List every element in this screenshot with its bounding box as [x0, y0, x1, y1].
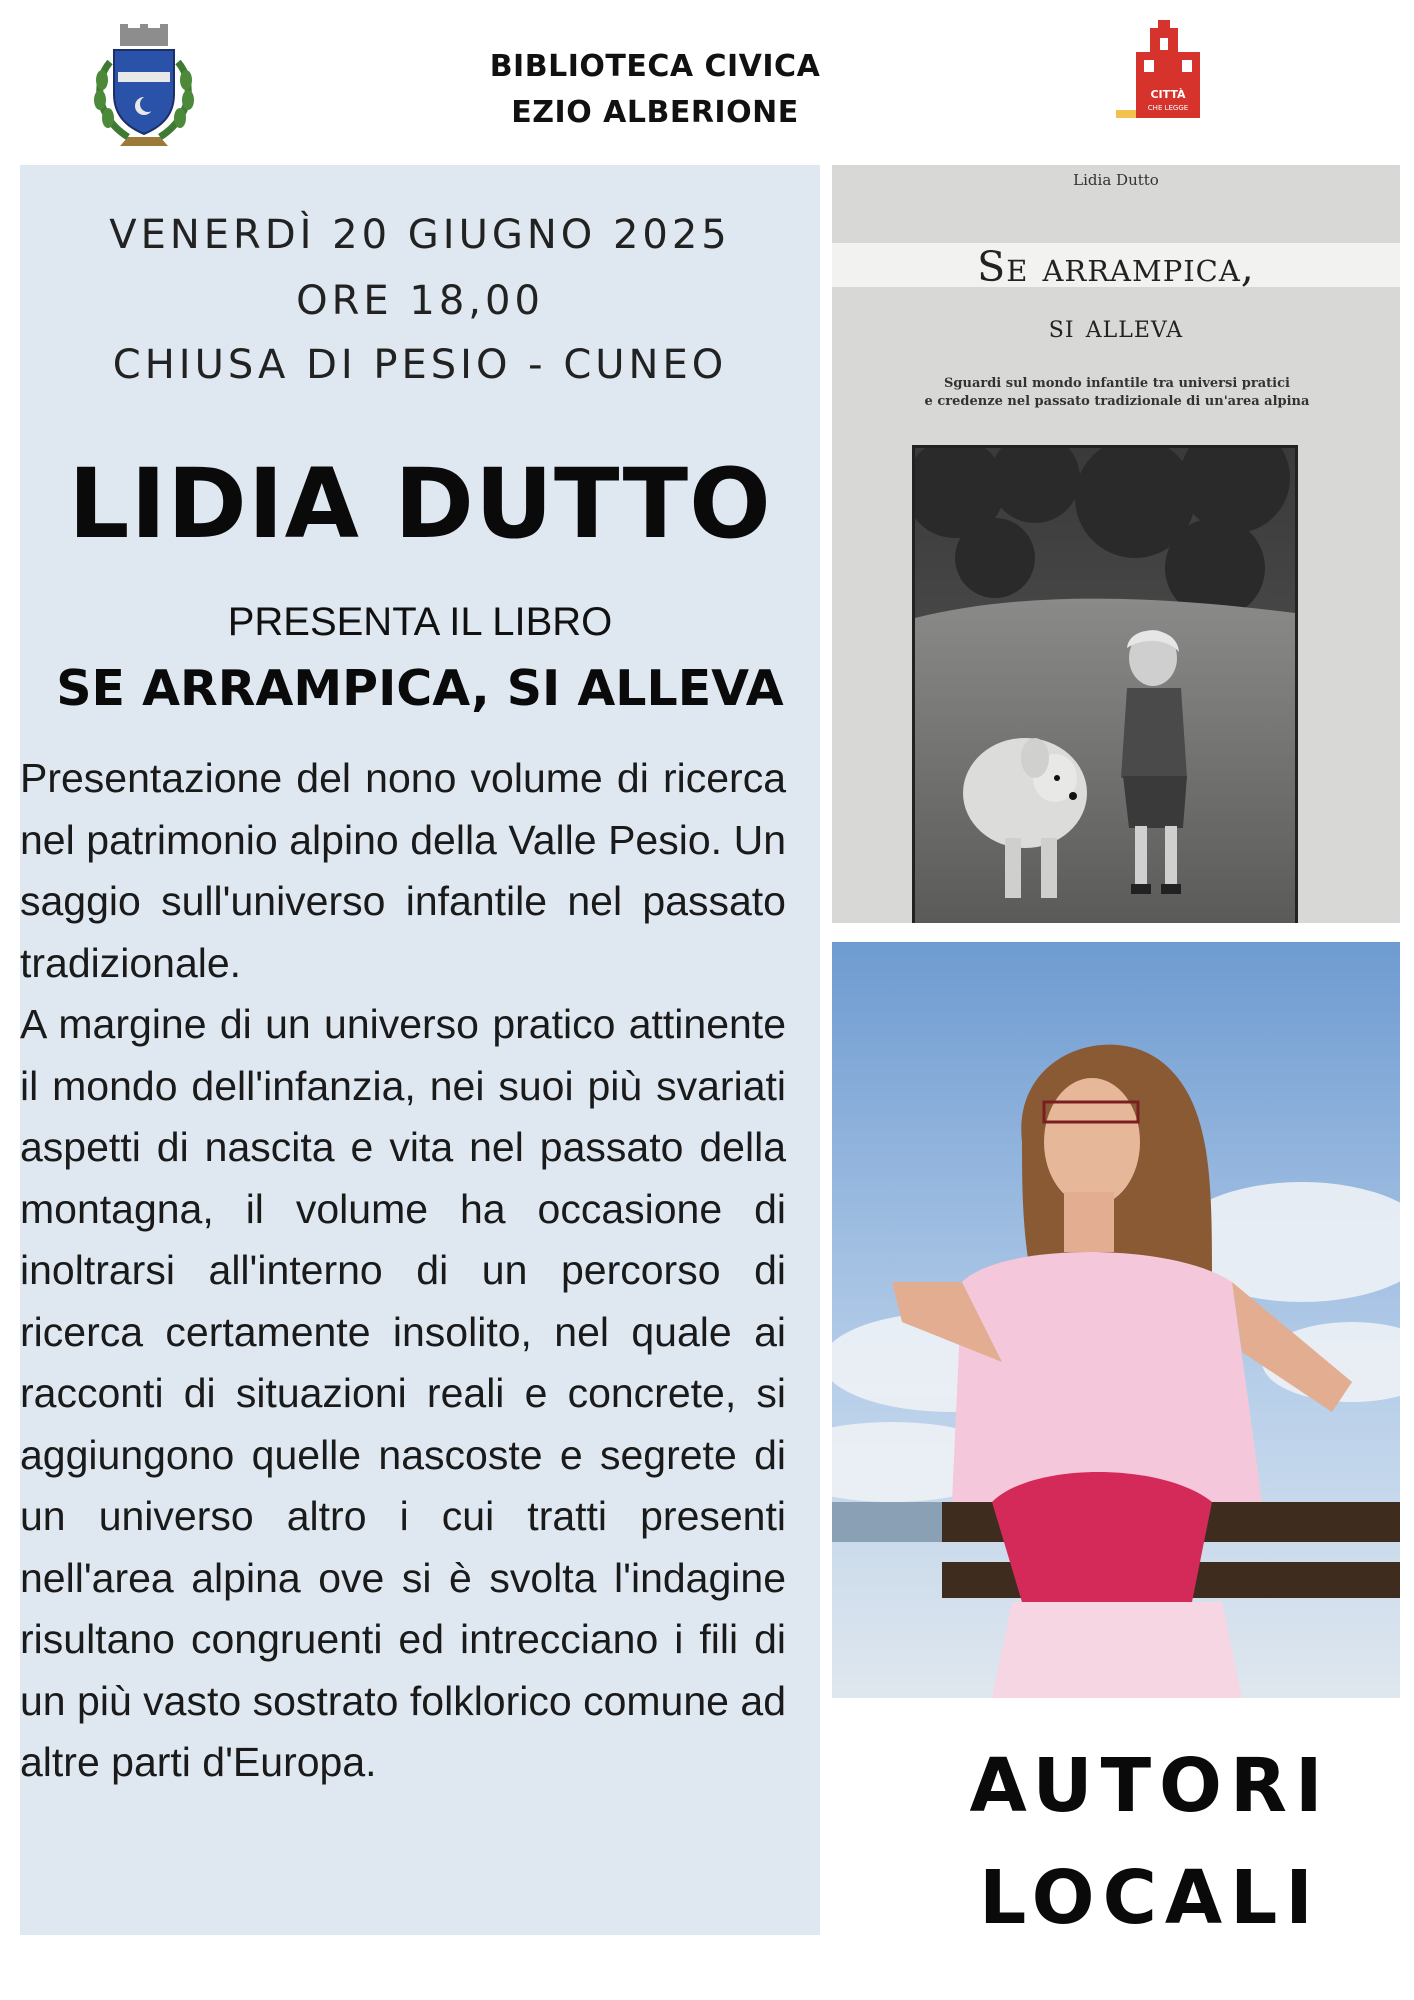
local-authors-label	[900, 1730, 1400, 1954]
event-time: ORE 18,00	[296, 278, 544, 324]
citta-che-legge-logo	[1112, 18, 1216, 126]
book-title: SE ARRAMPICA, SI ALLEVA	[56, 660, 784, 717]
cover-title-line1: Se arrampica,	[977, 243, 1255, 291]
description-paragraph-1: Presentazione del nono volume di ricerca nel patrimonio alpino della Valle Pesio. Un saggio sull'universo infantile nel passato tradizionale.	[20, 755, 786, 986]
cover-subtitle-line2: e credenze nel passato tradizionale di un'area alpina	[924, 394, 1310, 409]
book-cover-image	[832, 165, 1400, 923]
svg-text:CHE LEGGE: CHE LEGGE	[1147, 104, 1189, 112]
presents-label: PRESENTA IL LIBRO	[227, 600, 613, 644]
library-name-line2: EZIO ALBERIONE	[511, 95, 799, 130]
cover-subtitle	[902, 375, 1332, 411]
event-date: VENERDÌ 20 GIUGNO 2025	[109, 212, 731, 258]
cover-subtitle-line1: Sguardi sul mondo infantile tra universi pratici	[944, 376, 1290, 391]
svg-text:CITTÀ: CITTÀ	[1150, 88, 1186, 101]
cover-title-line2: si alleva	[1048, 307, 1184, 345]
event-place: CHIUSA DI PESIO - CUNEO	[112, 342, 728, 388]
author-name: LIDIA DUTTO	[68, 448, 772, 560]
cover-author: Lidia Dutto	[1073, 171, 1159, 189]
book-description	[20, 748, 786, 1794]
library-name	[430, 44, 880, 136]
local-authors-line1: AUTORI	[969, 1743, 1331, 1829]
cover-photo-child-with-dog	[912, 445, 1298, 923]
municipal-crest-logo	[88, 22, 200, 152]
library-name-line1: BIBLIOTECA CIVICA	[489, 49, 821, 84]
author-photo	[832, 942, 1400, 1698]
local-authors-line2: LOCALI	[979, 1855, 1321, 1941]
description-paragraph-2: A margine di un universo pratico attinente il mondo dell'infanzia, nei suoi più svariati aspetti di nascita e vita nel passato della montagna, il volume ha occasione di inoltrarsi all'interno di un percorso di ricerca certamente insolito, nel quale ai racconti di situazioni reali e concrete, si aggiungono quelle nascoste e segrete di un universo altro i cui tratti presenti nell'area alpina ove si è svolta l'indagine risultano congruenti ed intrecciano i fili di un più vasto sostrato folklorico comune ad altre parti d'Europa.	[20, 1001, 786, 1785]
